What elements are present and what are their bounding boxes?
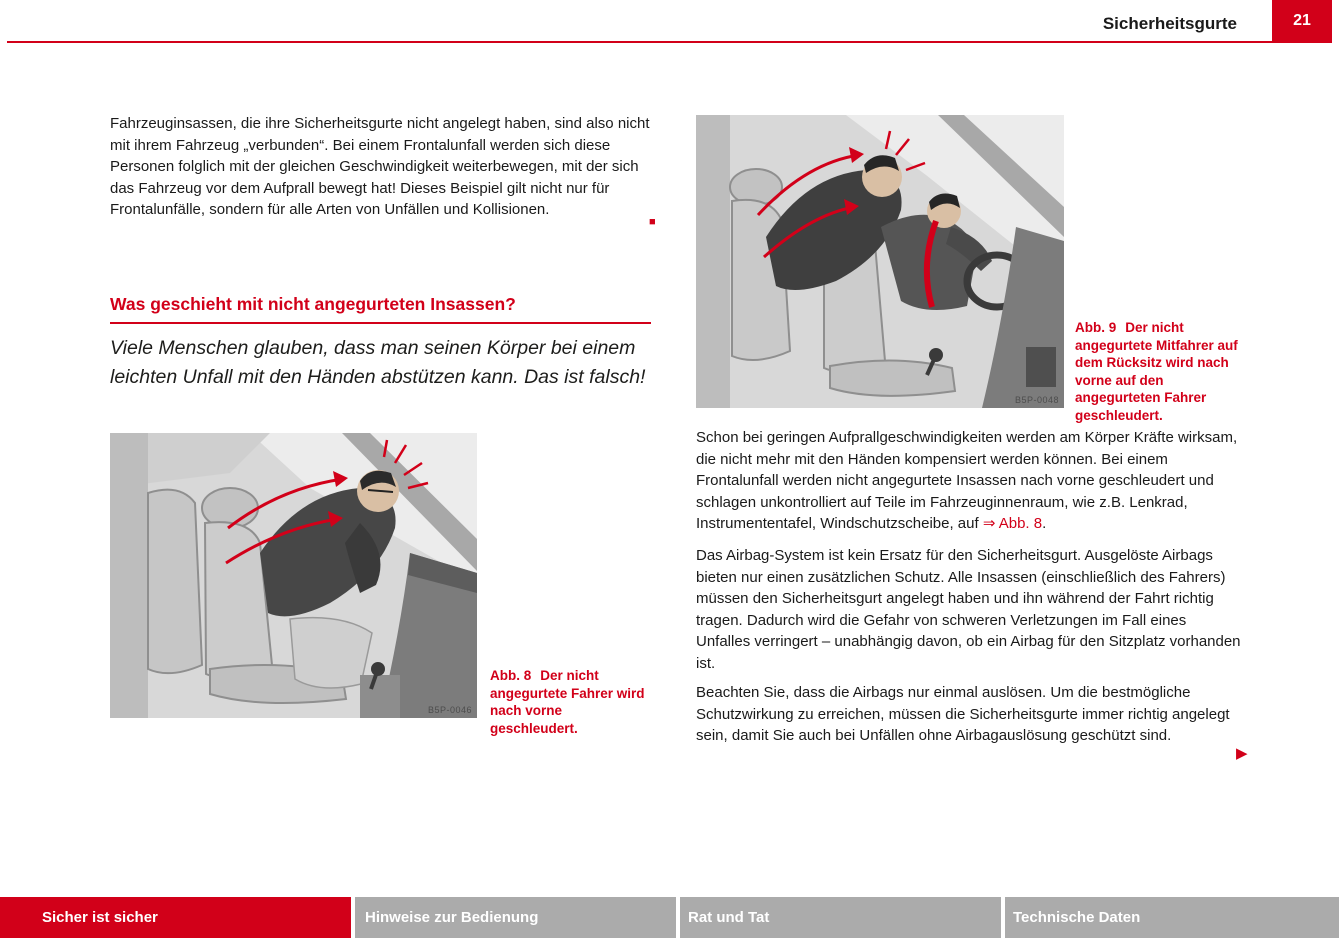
paragraph-impact-forces-end: . xyxy=(1042,515,1047,532)
figure-8-caption-label: Abb. 8 xyxy=(490,668,532,683)
paragraph-airbag-system: Das Airbag-System ist kein Ersatz für den Sicherheitsgurt. Ausgelöste Airbags bieten nur einen zusätzlichen Schutz. Alle Insassen (einschließlich des Fahrers) müssen den Sicherheitsgurt angelegt haben und ihn während der Fahrt richtig tragen. Dadurch wird die Gefahr von schweren Verletzungen im Fall eines Unfalles verringert – unabhängig davon, ob ein Airbag für den Sitzplatz vorhanden ist. xyxy=(696,547,1241,672)
figure-9-caption xyxy=(1075,319,1245,424)
page-number-badge xyxy=(1272,0,1332,41)
car-interior-crash-illustration xyxy=(110,433,477,718)
figure-8-crossref-link[interactable]: ⇒ Abb. 8 xyxy=(982,515,1043,532)
paragraph-impact-forces-text: Schon bei geringen Aufprallgeschwindigkeiten werden am Körper Kräfte wirksam, die nicht mehr mit den Händen kompensiert werden können. Bei einem Frontalunfall werden nicht angegurtete Insassen nach vorne geschleudert und schlagen unkontrolliert auf Teile im Fahrzeuginnenraum, wie z.B. Lenkrad, Instrumententafel, Windschutzscheibe, auf xyxy=(696,429,1238,532)
figure-8-illustration xyxy=(110,433,477,718)
footer-tab-rat-und-tat: Rat und Tat xyxy=(680,897,1001,938)
figure-8-caption-text: Der nicht angegurtete Fahrer wird nach vorne geschleudert. xyxy=(490,668,645,736)
image-code: B5P-0046 xyxy=(427,705,472,715)
footer-tab-sicher-ist-sicher: Sicher ist sicher xyxy=(0,897,351,938)
page-title: Sicherheitsgurte xyxy=(1102,14,1237,33)
paragraph-airbag-deploy-once: Beachten Sie, dass die Airbags nur einmal auslösen. Um die bestmögliche Schutzwirkung zu erreichen, müssen die Sicherheitsgurte immer richtig angelegt sein, damit Sie auch bei Unfällen ohne Airbagauslösung geschützt sind. xyxy=(696,684,1230,744)
page-continues-icon: ▶ xyxy=(1236,745,1248,762)
section-heading: Was geschieht mit nicht angegurteten Insassen? xyxy=(110,294,651,324)
paragraph-impact-forces xyxy=(696,427,1241,535)
figure-9-illustration xyxy=(696,115,1064,408)
figure-9-caption-label: Abb. 9 xyxy=(1075,320,1117,335)
lead-paragraph: Viele Menschen glauben, dass man seinen Körper bei einem leichten Unfall mit den Händen abstützen kann. Das ist falsch! xyxy=(110,337,646,388)
car-interior-rear-passenger-crash-illustration xyxy=(696,115,1064,408)
figure-8-caption xyxy=(490,667,652,737)
footer-tab-technische-daten: Technische Daten xyxy=(1005,897,1339,938)
image-code: B5P-0048 xyxy=(1014,395,1059,405)
page-number: 21 xyxy=(1293,11,1311,29)
figure-9-caption-text: Der nicht angegurtete Mitfahrer auf dem Rücksitz wird nach vorne auf den angegurteten Fahrer geschleudert. xyxy=(1075,320,1238,423)
intro-paragraph: Fahrzeuginsassen, die ihre Sicherheitsgurte nicht angelegt haben, sind also nicht mit ihrem Fahrzeug „verbunden“. Bei einem Frontalunfall werden sich diese Personen folglich mit der gleichen Geschwindigkeit weiterbewegen, mit der sich das Fahrzeug vor dem Aufprall bewegt hat! Dieses Beispiel gilt nicht nur für Frontalunfälle, sondern für alle Arten von Unfällen und Kollisionen. xyxy=(110,115,650,218)
section-end-icon: ■ xyxy=(649,216,656,228)
header-rule xyxy=(7,41,1332,43)
footer-tab-hinweise-zur-bedienung: Hinweise zur Bedienung xyxy=(355,897,676,938)
